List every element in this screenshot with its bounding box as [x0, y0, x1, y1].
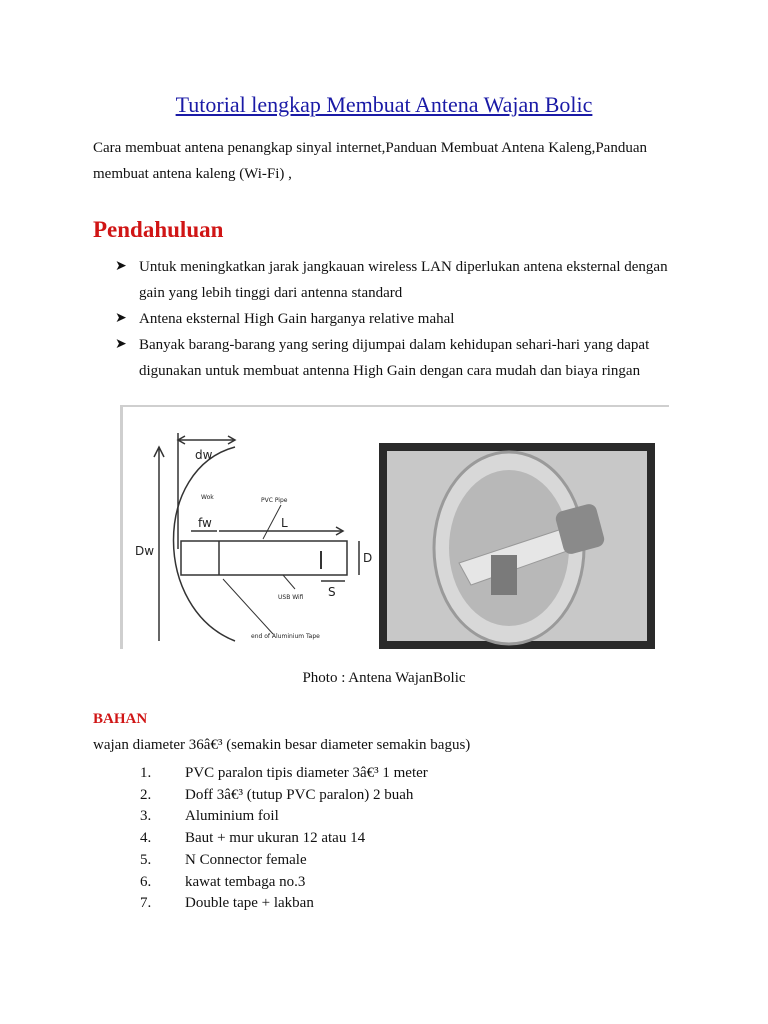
item-text: kawat tembaga no.3	[185, 873, 306, 890]
item-text: Aluminium foil	[185, 808, 279, 825]
label-d: D	[363, 551, 373, 565]
list-item	[140, 828, 640, 850]
item-text: Double tape + lakban	[185, 895, 314, 912]
item-number: 4.	[140, 830, 152, 847]
list-item	[115, 306, 675, 332]
bahan-intro: wajan diameter 36â€³ (semakin besar diameter semakin bagus)	[93, 737, 471, 753]
label-dw-diameter: Dw	[135, 544, 155, 558]
figure-caption: Photo : Antena WajanBolic	[302, 670, 466, 686]
antenna-photo	[379, 443, 655, 649]
label-end-tape: end of Aluminium Tape	[251, 633, 320, 640]
item-number: 2.	[140, 786, 152, 803]
list-item	[115, 332, 675, 384]
item-text: N Connector female	[185, 851, 307, 868]
item-text: Doff 3â€³ (tutup PVC paralon) 2 buah	[185, 786, 414, 803]
item-number: 3.	[140, 808, 152, 825]
arrow-bullet-icon: ➤	[115, 337, 127, 352]
label-l: L	[281, 516, 288, 530]
list-item	[140, 785, 640, 807]
item-number: 7.	[140, 895, 152, 912]
label-usb-wifi: USB Wifi	[278, 594, 304, 601]
intro-paragraph: Cara membuat antena penangkap sinyal internet,Panduan Membuat Antena Kaleng,Panduan membuat antena kaleng (Wi-Fi) ,	[93, 140, 647, 182]
item-text: PVC paralon tipis diameter 3â€³ 1 meter	[185, 765, 428, 781]
list-item	[140, 850, 640, 872]
item-text: Baut + mur ukuran 12 atau 14	[185, 830, 366, 847]
wajan-bolic-photo-icon	[379, 443, 655, 649]
list-item	[140, 806, 640, 828]
list-item	[115, 254, 675, 306]
label-pvc-pipe: PVC Pipe	[261, 497, 288, 504]
arrow-bullet-icon: ➤	[115, 259, 127, 274]
bullet-text: Banyak barang-barang yang sering dijumpai dalam kehidupan sehari-hari yang dapat digunakan untuk membuat antenna High Gain dengan cara mudah dan biaya ringan	[139, 337, 650, 379]
bullet-text: Untuk meningkatkan jarak jangkauan wireless LAN diperlukan antena eksternal dengan gain yang lebih tinggi dari antenna standard	[139, 259, 668, 301]
list-item	[140, 872, 640, 894]
label-s: S	[328, 585, 336, 599]
section-heading-pendahuluan: Pendahuluan	[93, 217, 224, 242]
bahan-heading: BAHAN	[93, 711, 148, 727]
list-item	[140, 893, 640, 915]
label-fw: fw	[198, 516, 212, 530]
arrow-bullet-icon: ➤	[115, 311, 127, 326]
item-number: 6.	[140, 873, 152, 890]
bullet-text: Antena eksternal High Gain harganya relative mahal	[139, 311, 455, 327]
intro-bullet-list	[115, 254, 675, 384]
antenna-diagram	[123, 409, 373, 649]
list-item	[140, 763, 640, 785]
label-dw: dw	[195, 448, 213, 462]
materials-list	[140, 763, 640, 915]
item-number: 1.	[140, 765, 152, 781]
page-title: Tutorial lengkap Membuat Antena Wajan Bolic	[175, 92, 593, 117]
label-wok: Wok	[201, 494, 214, 501]
item-number: 5.	[140, 851, 152, 868]
wok-arc	[174, 447, 236, 641]
antenna-figure	[120, 405, 669, 649]
